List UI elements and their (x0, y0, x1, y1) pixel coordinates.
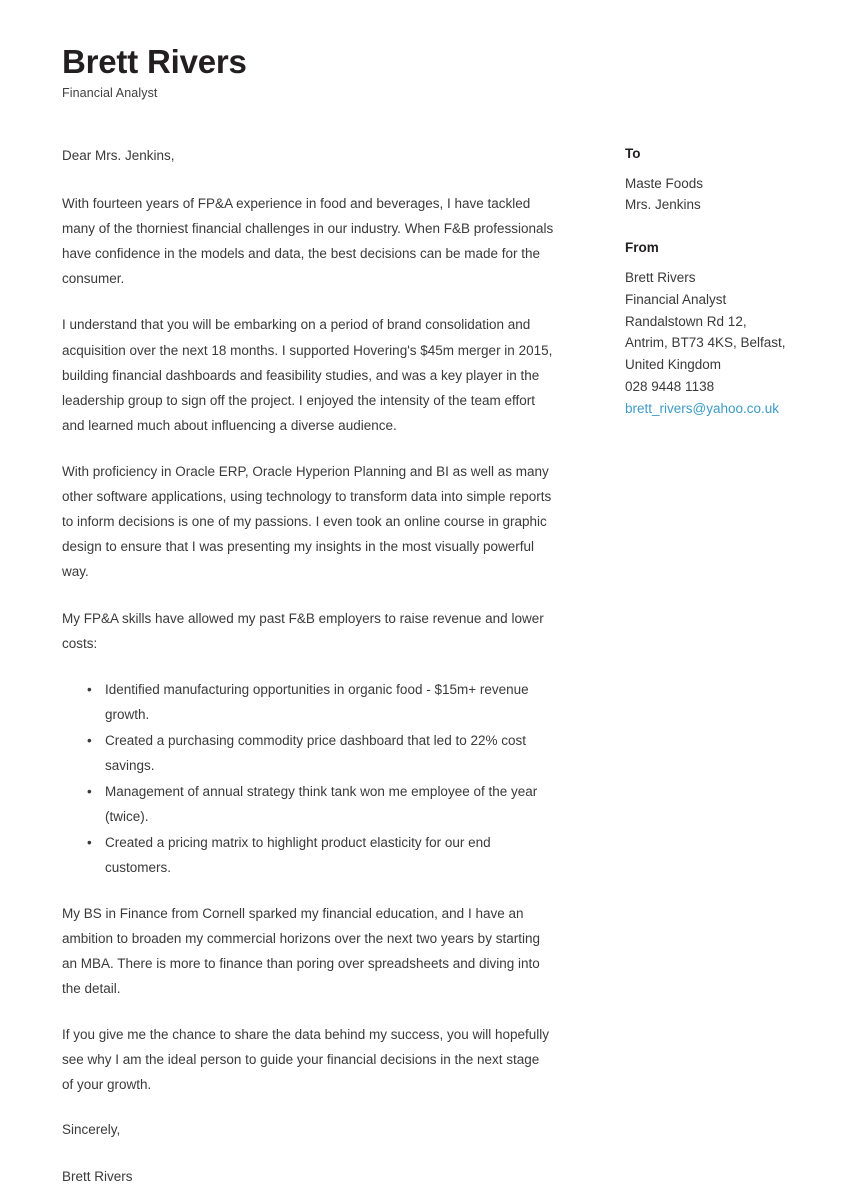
from-address-city: Antrim, BT73 4KS, Belfast, (625, 335, 786, 351)
to-recipient: Mrs. Jenkins (625, 197, 701, 213)
body-paragraph-2: I understand that you will be embarking on a period of brand consolidation and acquisition over the next 18 months. I supported Hovering's $45m merger in 2015, building financial dashboards and feasibility studies, and was a key player in the leadership group to sign off the project. I enjoyed the intensity of the team effort and learned much about influencing a diverse audience. (62, 317, 553, 433)
from-job-title: Financial Analyst (625, 291, 727, 307)
from-heading: From (625, 240, 659, 256)
page-title: Brett Rivers (62, 43, 247, 80)
bullet-icon: • (87, 681, 92, 697)
body-paragraph-1: With fourteen years of FP&A experience in food and beverages, I have tackled many of the thorniest financial challenges in our industry. When F&B professionals have confidence in the models and data, the best decisions can be made for the consumer. (62, 195, 554, 287)
bullet-icon: • (87, 835, 92, 851)
from-email-link[interactable]: brett_rivers@yahoo.co.uk (625, 401, 780, 416)
body-paragraph-3: With proficiency in Oracle ERP, Oracle Hyperion Planning and BI as well as many other software applications, using technology to transform data into simple reports to inform decisions is one of my passions. I even took an online course in graphic design to ensure that I was presenting my insights in the most visually powerful way. (62, 463, 552, 580)
list-item-text: Management of annual strategy think tank won me employee of the year (twice). (105, 784, 538, 825)
body-paragraph-6: If you give me the chance to share the data behind my success, you will hopefully see why I am the ideal person to guide your financial decisions in the next stage of your growth. (62, 1027, 550, 1093)
from-name: Brett Rivers (625, 269, 696, 285)
header-job-title: Financial Analyst (62, 86, 158, 101)
body-paragraph-4: My FP&A skills have allowed my past F&B employers to raise revenue and lower costs: (62, 610, 544, 651)
signoff: Sincerely, (62, 1122, 121, 1138)
list-item-text: Created a pricing matrix to highlight product elasticity for our end customers. (105, 835, 491, 876)
list-item-text: Identified manufacturing opportunities in organic food - $15m+ revenue growth. (105, 681, 529, 722)
achievements-list (62, 677, 554, 881)
from-address-country: United Kingdom (625, 357, 722, 373)
list-item (87, 779, 554, 829)
list-item (87, 728, 554, 778)
from-address-street: Randalstown Rd 12, (625, 313, 747, 329)
body-paragraph-5: My BS in Finance from Cornell sparked my financial education, and I have an ambition to broaden my commercial horizons over the next two years by starting an MBA. There is more to finance than poring over spreadsheets and diving into the detail. (62, 905, 540, 996)
list-item (87, 830, 554, 880)
contact-sidebar (625, 144, 825, 420)
salutation: Dear Mrs. Jenkins, (62, 148, 175, 163)
letter-body (62, 144, 554, 1190)
from-block (625, 238, 825, 420)
signature-name: Brett Rivers (62, 1169, 133, 1185)
from-phone: 028 9448 1138 (625, 379, 715, 395)
list-item-text: Created a purchasing commodity price dashboard that led to 22% cost savings. (105, 732, 526, 774)
to-heading: To (625, 146, 641, 161)
letter-header (62, 44, 762, 100)
to-block (625, 144, 825, 216)
bullet-icon: • (87, 784, 92, 800)
to-company: Maste Foods (625, 175, 704, 191)
list-item (87, 677, 554, 727)
bullet-icon: • (87, 732, 92, 748)
